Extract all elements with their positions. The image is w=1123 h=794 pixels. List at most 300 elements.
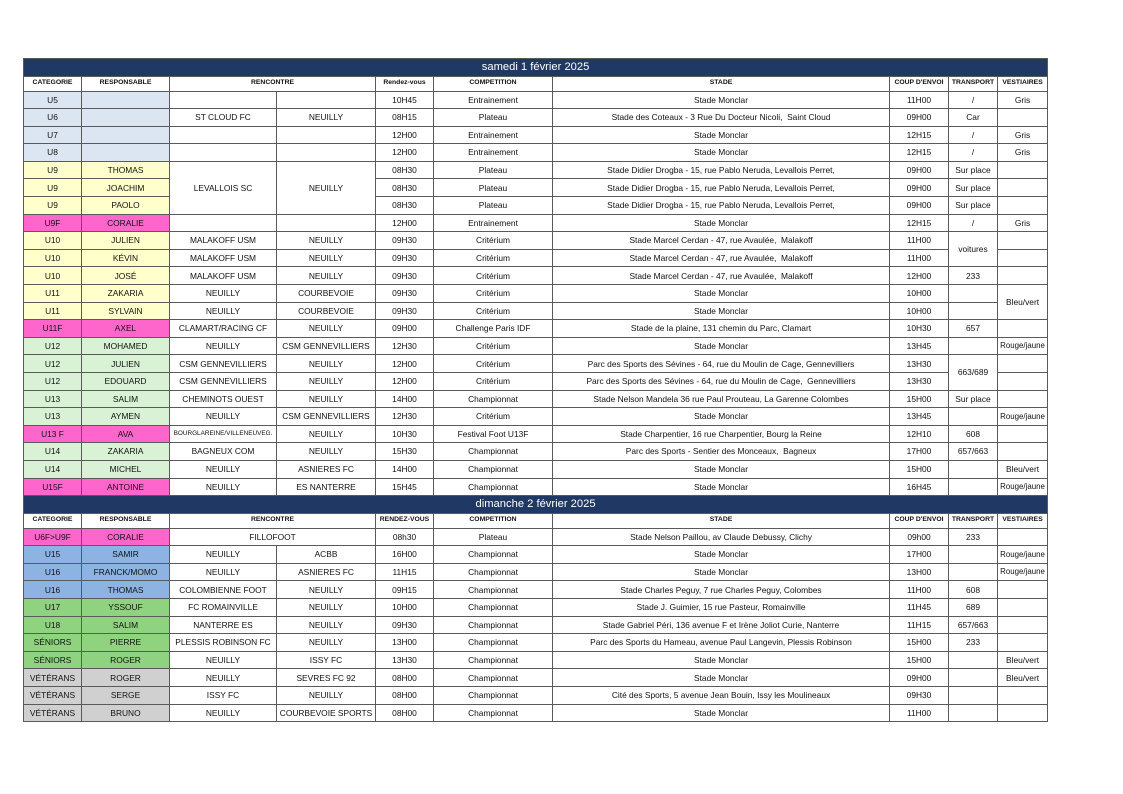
stade-cell: Parc des Sports - Sentier des Monceaux, Bagneux xyxy=(553,443,890,461)
rencontre-1-cell: BAGNEUX COM xyxy=(170,443,277,461)
vestiaires-cell xyxy=(998,599,1048,617)
categorie-cell: U15 xyxy=(24,546,82,564)
coup-envoi-cell: 15H00 xyxy=(890,390,949,408)
vestiaires-cell: Rouge/jaune xyxy=(998,546,1048,564)
rdv-cell: 08H00 xyxy=(376,687,434,705)
coup-envoi-cell: 11H00 xyxy=(890,232,949,250)
coup-envoi-cell: 12H15 xyxy=(890,144,949,162)
transport-cell: 608 xyxy=(949,425,998,443)
coup-envoi-cell: 12H00 xyxy=(890,267,949,285)
coup-envoi-cell: 09H00 xyxy=(890,669,949,687)
rencontre-1-cell xyxy=(170,214,277,232)
rencontre-2-cell: ISSY FC xyxy=(277,651,376,669)
match-row xyxy=(24,320,1048,338)
match-row xyxy=(24,634,1048,652)
stade-cell: Stade Charpentier, 16 rue Charpentier, Bourg la Reine xyxy=(553,425,890,443)
stade-cell: Stade Marcel Cerdan - 47, rue Avaulée, Malakoff xyxy=(553,249,890,267)
vestiaires-cell xyxy=(998,232,1048,250)
vestiaires-cell xyxy=(998,390,1048,408)
competition-cell: Critérium xyxy=(434,249,553,267)
categorie-cell: U17 xyxy=(24,599,82,617)
vestiaires-cell: Gris xyxy=(998,91,1048,109)
transport-cell xyxy=(949,563,998,581)
schedule-body xyxy=(24,59,1048,722)
stade-cell: Stade Didier Drogba - 15, rue Pablo Neruda, Levallois Perret, xyxy=(553,161,890,179)
rdv-cell: 12H30 xyxy=(376,408,434,426)
rencontre-2-cell: CSM GENNEVILLIERS xyxy=(277,337,376,355)
stade-cell: Stade Nelson Mandela 36 rue Paul Prouteau, La Garenne Colombes xyxy=(553,390,890,408)
rencontre-1-cell: NEUILLY xyxy=(170,337,277,355)
rencontre-1-cell: NEUILLY xyxy=(170,704,277,722)
match-row xyxy=(24,302,1048,320)
match-row xyxy=(24,267,1048,285)
categorie-cell: U9 xyxy=(24,197,82,215)
match-row xyxy=(24,144,1048,162)
rencontre-2-cell: NEUILLY xyxy=(277,320,376,338)
coup-envoi-cell: 15H00 xyxy=(890,460,949,478)
categorie-cell: U12 xyxy=(24,337,82,355)
coup-envoi-cell: 09H00 xyxy=(890,179,949,197)
stade-cell: Stade Monclar xyxy=(553,651,890,669)
vestiaires-cell: Rouge/jaune xyxy=(998,408,1048,426)
responsable-cell: MICHEL xyxy=(82,460,170,478)
coup-envoi-cell: 13H30 xyxy=(890,355,949,373)
rencontre-1-cell: NEUILLY xyxy=(170,460,277,478)
categorie-cell: U11F xyxy=(24,320,82,338)
match-row xyxy=(24,546,1048,564)
header-coup-envoi: COUP D'ENVOI xyxy=(890,513,949,528)
coup-envoi-cell: 09H00 xyxy=(890,197,949,215)
rdv-cell: 12H00 xyxy=(376,355,434,373)
rencontre-2-cell: COURBEVOIE SPORTS xyxy=(277,704,376,722)
coup-envoi-cell: 11H00 xyxy=(890,91,949,109)
categorie-cell: U9F xyxy=(24,214,82,232)
rdv-cell: 12H00 xyxy=(376,373,434,391)
responsable-cell: ZAKARIA xyxy=(82,285,170,303)
competition-cell: Championnat xyxy=(434,704,553,722)
match-row xyxy=(24,390,1048,408)
rencontre-1-cell: PLESSIS ROBINSON FC xyxy=(170,634,277,652)
header-stade: STADE xyxy=(553,513,890,528)
stade-cell: Stade Monclar xyxy=(553,214,890,232)
responsable-cell: YSSOUF xyxy=(82,599,170,617)
transport-cell: voitures xyxy=(949,232,998,267)
categorie-cell: U10 xyxy=(24,232,82,250)
rdv-cell: 12H00 xyxy=(376,126,434,144)
categorie-cell: SÉNIORS xyxy=(24,651,82,669)
rencontre-1-cell: CHEMINOTS OUEST xyxy=(170,390,277,408)
competition-cell: Championnat xyxy=(434,599,553,617)
match-row xyxy=(24,355,1048,373)
rencontre-2-cell: NEUILLY xyxy=(277,390,376,408)
competition-cell: Entrainement xyxy=(434,91,553,109)
transport-cell: 689 xyxy=(949,599,998,617)
rencontre-1-cell: CSM GENNEVILLIERS xyxy=(170,373,277,391)
stade-cell: Stade Monclar xyxy=(553,408,890,426)
rencontre-2-cell: ASNIERES FC xyxy=(277,563,376,581)
rdv-cell: 12H00 xyxy=(376,144,434,162)
vestiaires-cell xyxy=(998,704,1048,722)
categorie-cell: U7 xyxy=(24,126,82,144)
categorie-cell: U9 xyxy=(24,179,82,197)
transport-cell xyxy=(949,302,998,320)
rencontre-1-cell: NEUILLY xyxy=(170,669,277,687)
stade-cell: Cité des Sports, 5 avenue Jean Bouin, Issy les Moulineaux xyxy=(553,687,890,705)
match-row xyxy=(24,161,1048,179)
rencontre-2-cell: NEUILLY xyxy=(277,425,376,443)
competition-cell: Critérium xyxy=(434,232,553,250)
match-row xyxy=(24,337,1048,355)
responsable-cell: THOMAS xyxy=(82,161,170,179)
rencontre-1-cell xyxy=(170,144,277,162)
responsable-cell: SERGE xyxy=(82,687,170,705)
competition-cell: Critérium xyxy=(434,373,553,391)
rencontre-2-cell xyxy=(277,91,376,109)
categorie-cell: U6F>U9F xyxy=(24,528,82,546)
rdv-cell: 12H30 xyxy=(376,337,434,355)
match-row xyxy=(24,285,1048,303)
rencontre-2-cell: NEUILLY xyxy=(277,599,376,617)
responsable-cell: EDOUARD xyxy=(82,373,170,391)
header-competition: COMPETITION xyxy=(434,513,553,528)
rdv-cell: 09H30 xyxy=(376,232,434,250)
categorie-cell: VÉTÉRANS xyxy=(24,687,82,705)
rencontre-1-cell: NEUILLY xyxy=(170,478,277,496)
coup-envoi-cell: 11H00 xyxy=(890,704,949,722)
rencontre-1-cell: NEUILLY xyxy=(170,285,277,303)
stade-cell: Stade Gabriel Péri, 136 avenue F et Irène Joliot Curie, Nanterre xyxy=(553,616,890,634)
rencontre-2-cell: NEUILLY xyxy=(277,616,376,634)
coup-envoi-cell: 11H45 xyxy=(890,599,949,617)
header-transport: TRANSPORT xyxy=(949,76,998,91)
stade-cell: Parc des Sports du Hameau, avenue Paul Langevin, Plessis Robinson xyxy=(553,634,890,652)
competition-cell: Plateau xyxy=(434,161,553,179)
header-responsable: RESPONSABLE xyxy=(82,76,170,91)
competition-cell: Critérium xyxy=(434,408,553,426)
column-header-row xyxy=(24,513,1048,528)
competition-cell: Entrainement xyxy=(434,144,553,162)
rdv-cell: 14H00 xyxy=(376,390,434,408)
rdv-cell: 09H30 xyxy=(376,249,434,267)
day-title: samedi 1 février 2025 xyxy=(24,59,1048,77)
match-row xyxy=(24,651,1048,669)
rdv-cell: 09H15 xyxy=(376,581,434,599)
competition-cell: Championnat xyxy=(434,390,553,408)
competition-cell: Championnat xyxy=(434,478,553,496)
header-rdv: RENDEZ-VOUS xyxy=(376,513,434,528)
competition-cell: Plateau xyxy=(434,109,553,127)
competition-cell: Challenge Paris IDF xyxy=(434,320,553,338)
rencontre-1-cell: ISSY FC xyxy=(170,687,277,705)
rencontre-1-cell: MALAKOFF USM xyxy=(170,232,277,250)
vestiaires-cell xyxy=(998,249,1048,267)
responsable-cell: THOMAS xyxy=(82,581,170,599)
vestiaires-cell xyxy=(998,179,1048,197)
responsable-cell: AVA xyxy=(82,425,170,443)
categorie-cell: SÉNIORS xyxy=(24,634,82,652)
transport-cell: 657/663 xyxy=(949,616,998,634)
coup-envoi-cell: 13H30 xyxy=(890,373,949,391)
rdv-cell: 12H00 xyxy=(376,214,434,232)
transport-cell: Sur place xyxy=(949,179,998,197)
rdv-cell: 15H30 xyxy=(376,443,434,461)
stade-cell: Stade Monclar xyxy=(553,126,890,144)
responsable-cell: ROGER xyxy=(82,669,170,687)
stade-cell: Stade Didier Drogba - 15, rue Pablo Neruda, Levallois Perret, xyxy=(553,179,890,197)
schedule-table xyxy=(23,58,1048,722)
coup-envoi-cell: 09H00 xyxy=(890,109,949,127)
competition-cell: Championnat xyxy=(434,443,553,461)
competition-cell: Championnat xyxy=(434,563,553,581)
rencontre-2-cell xyxy=(277,214,376,232)
transport-cell: 233 xyxy=(949,528,998,546)
header-responsable: RESPONSABLE xyxy=(82,513,170,528)
vestiaires-cell: Bleu/vert xyxy=(998,651,1048,669)
rencontre-1-cell: ST CLOUD FC xyxy=(170,109,277,127)
vestiaires-cell xyxy=(998,109,1048,127)
vestiaires-cell xyxy=(998,320,1048,338)
stade-cell: Stade des Coteaux - 3 Rue Du Docteur Nicoli, Saint Cloud xyxy=(553,109,890,127)
rencontre-1-cell: BOURGLAREINE/VILLENEUVEG. xyxy=(170,425,277,443)
vestiaires-cell xyxy=(998,528,1048,546)
competition-cell: Critérium xyxy=(434,355,553,373)
competition-cell: Plateau xyxy=(434,197,553,215)
match-row xyxy=(24,616,1048,634)
vestiaires-cell xyxy=(998,616,1048,634)
rencontre-2-cell: NEUILLY xyxy=(277,267,376,285)
transport-cell: / xyxy=(949,144,998,162)
transport-cell xyxy=(949,704,998,722)
categorie-cell: U10 xyxy=(24,267,82,285)
rencontre-2-cell: ES NANTERRE xyxy=(277,478,376,496)
rdv-cell: 08H30 xyxy=(376,179,434,197)
match-row xyxy=(24,478,1048,496)
responsable-cell: ANTOINE xyxy=(82,478,170,496)
transport-cell xyxy=(949,285,998,303)
match-row xyxy=(24,528,1048,546)
stade-cell: Stade Monclar xyxy=(553,302,890,320)
responsable-cell xyxy=(82,144,170,162)
rdv-cell: 10H45 xyxy=(376,91,434,109)
transport-cell xyxy=(949,337,998,355)
stade-cell: Stade Marcel Cerdan - 47, rue Avaulée, Malakoff xyxy=(553,232,890,250)
stade-cell: Stade Nelson Paillou, av Claude Debussy, Clichy xyxy=(553,528,890,546)
vestiaires-cell: Rouge/jaune xyxy=(998,337,1048,355)
match-row xyxy=(24,443,1048,461)
transport-cell: Sur place xyxy=(949,197,998,215)
rencontre-1-cell: LEVALLOIS SC xyxy=(170,161,277,214)
responsable-cell: JOACHIM xyxy=(82,179,170,197)
competition-cell: Entrainement xyxy=(434,214,553,232)
transport-cell: 663/689 xyxy=(949,355,998,390)
categorie-cell: U6 xyxy=(24,109,82,127)
responsable-cell: PAOLO xyxy=(82,197,170,215)
rdv-cell: 08h30 xyxy=(376,528,434,546)
vestiaires-cell: Gris xyxy=(998,214,1048,232)
vestiaires-cell xyxy=(998,581,1048,599)
match-row xyxy=(24,704,1048,722)
categorie-cell: U12 xyxy=(24,373,82,391)
responsable-cell: AXEL xyxy=(82,320,170,338)
competition-cell: Championnat xyxy=(434,546,553,564)
categorie-cell: U11 xyxy=(24,285,82,303)
stade-cell: Stade de la plaine, 131 chemin du Parc, Clamart xyxy=(553,320,890,338)
match-row xyxy=(24,373,1048,391)
vestiaires-cell: Gris xyxy=(998,126,1048,144)
vestiaires-cell xyxy=(998,197,1048,215)
header-categorie: CATEGORIE xyxy=(24,513,82,528)
responsable-cell xyxy=(82,91,170,109)
coup-envoi-cell: 09h00 xyxy=(890,528,949,546)
coup-envoi-cell: 12H15 xyxy=(890,214,949,232)
rdv-cell: 08H15 xyxy=(376,109,434,127)
responsable-cell: JULIEN xyxy=(82,355,170,373)
rencontre-1-cell: FILLOFOOT xyxy=(170,528,376,546)
vestiaires-cell: Bleu/vert xyxy=(998,285,1048,320)
transport-cell: / xyxy=(949,91,998,109)
rencontre-1-cell: FC ROMAINVILLE xyxy=(170,599,277,617)
rencontre-2-cell: ACBB xyxy=(277,546,376,564)
coup-envoi-cell: 13H00 xyxy=(890,563,949,581)
categorie-cell: U13 xyxy=(24,408,82,426)
rencontre-2-cell: NEUILLY xyxy=(277,687,376,705)
header-vestiaires: VESTIAIRES xyxy=(998,76,1048,91)
transport-cell: / xyxy=(949,126,998,144)
categorie-cell: U12 xyxy=(24,355,82,373)
responsable-cell: JULIEN xyxy=(82,232,170,250)
coup-envoi-cell: 11H00 xyxy=(890,581,949,599)
match-row xyxy=(24,408,1048,426)
rencontre-2-cell xyxy=(277,144,376,162)
transport-cell: 608 xyxy=(949,581,998,599)
stade-cell: Parc des Sports des Sévines - 64, rue du Moulin de Cage, Gennevilliers xyxy=(553,373,890,391)
rdv-cell: 09H30 xyxy=(376,616,434,634)
categorie-cell: U11 xyxy=(24,302,82,320)
match-row xyxy=(24,687,1048,705)
responsable-cell: JOSÉ xyxy=(82,267,170,285)
rdv-cell: 09H30 xyxy=(376,302,434,320)
responsable-cell: PIERRE xyxy=(82,634,170,652)
rdv-cell: 15H45 xyxy=(376,478,434,496)
match-row xyxy=(24,232,1048,250)
categorie-cell: U13 F xyxy=(24,425,82,443)
rencontre-2-cell: NEUILLY xyxy=(277,634,376,652)
responsable-cell: CORALIE xyxy=(82,528,170,546)
competition-cell: Entrainement xyxy=(434,126,553,144)
vestiaires-cell: Gris xyxy=(998,144,1048,162)
vestiaires-cell xyxy=(998,161,1048,179)
transport-cell xyxy=(949,408,998,426)
transport-cell: 233 xyxy=(949,634,998,652)
column-header-row xyxy=(24,76,1048,91)
rdv-cell: 11H15 xyxy=(376,563,434,581)
rencontre-2-cell: CSM GENNEVILLIERS xyxy=(277,408,376,426)
categorie-cell: U8 xyxy=(24,144,82,162)
rencontre-1-cell: COLOMBIENNE FOOT xyxy=(170,581,277,599)
categorie-cell: VÉTÉRANS xyxy=(24,704,82,722)
categorie-cell: U13 xyxy=(24,390,82,408)
responsable-cell: ZAKARIA xyxy=(82,443,170,461)
rdv-cell: 08H30 xyxy=(376,197,434,215)
match-row xyxy=(24,460,1048,478)
transport-cell xyxy=(949,669,998,687)
transport-cell xyxy=(949,687,998,705)
vestiaires-cell xyxy=(998,267,1048,285)
stade-cell: Stade Charles Peguy, 7 rue Charles Peguy, Colombes xyxy=(553,581,890,599)
categorie-cell: U16 xyxy=(24,581,82,599)
schedule-sheet xyxy=(23,58,1047,722)
coup-envoi-cell: 09H00 xyxy=(890,161,949,179)
stade-cell: Stade Monclar xyxy=(553,91,890,109)
responsable-cell: SYLVAIN xyxy=(82,302,170,320)
transport-cell: / xyxy=(949,214,998,232)
header-rencontre: RENCONTRE xyxy=(170,513,376,528)
responsable-cell xyxy=(82,126,170,144)
transport-cell: Sur place xyxy=(949,161,998,179)
transport-cell: 233 xyxy=(949,267,998,285)
rencontre-2-cell: SEVRES FC 92 xyxy=(277,669,376,687)
competition-cell: Plateau xyxy=(434,528,553,546)
responsable-cell: FRANCK/MOMO xyxy=(82,563,170,581)
match-row xyxy=(24,669,1048,687)
vestiaires-cell xyxy=(998,355,1048,373)
transport-cell: Car xyxy=(949,109,998,127)
stade-cell: Stade Monclar xyxy=(553,669,890,687)
rencontre-1-cell: MALAKOFF USM xyxy=(170,267,277,285)
rencontre-2-cell: COURBEVOIE xyxy=(277,302,376,320)
day-band xyxy=(24,496,1048,514)
rdv-cell: 08H00 xyxy=(376,704,434,722)
match-row xyxy=(24,214,1048,232)
coup-envoi-cell: 15H00 xyxy=(890,634,949,652)
rencontre-2-cell: NEUILLY xyxy=(277,581,376,599)
transport-cell xyxy=(949,478,998,496)
rencontre-1-cell: NEUILLY xyxy=(170,302,277,320)
vestiaires-cell xyxy=(998,634,1048,652)
categorie-cell: U14 xyxy=(24,443,82,461)
rdv-cell: 10H30 xyxy=(376,425,434,443)
responsable-cell: KÉVIN xyxy=(82,249,170,267)
responsable-cell xyxy=(82,109,170,127)
stade-cell: Parc des Sports des Sévines - 64, rue du Moulin de Cage, Gennevilliers xyxy=(553,355,890,373)
header-categorie: CATEGORIE xyxy=(24,76,82,91)
responsable-cell: BRUNO xyxy=(82,704,170,722)
match-row xyxy=(24,563,1048,581)
rdv-cell: 08H00 xyxy=(376,669,434,687)
competition-cell: Critérium xyxy=(434,267,553,285)
transport-cell: 657 xyxy=(949,320,998,338)
transport-cell: 657/663 xyxy=(949,443,998,461)
coup-envoi-cell: 11H00 xyxy=(890,249,949,267)
header-rencontre: RENCONTRE xyxy=(170,76,376,91)
competition-cell: Championnat xyxy=(434,460,553,478)
coup-envoi-cell: 17H00 xyxy=(890,546,949,564)
coup-envoi-cell: 15H00 xyxy=(890,651,949,669)
rdv-cell: 08H30 xyxy=(376,161,434,179)
rdv-cell: 16H00 xyxy=(376,546,434,564)
match-row xyxy=(24,126,1048,144)
competition-cell: Critérium xyxy=(434,302,553,320)
competition-cell: Festival Foot U13F xyxy=(434,425,553,443)
day-title: dimanche 2 février 2025 xyxy=(24,496,1048,514)
responsable-cell: SALIM xyxy=(82,390,170,408)
competition-cell: Championnat xyxy=(434,581,553,599)
rdv-cell: 09H30 xyxy=(376,267,434,285)
rencontre-2-cell: NEUILLY xyxy=(277,443,376,461)
vestiaires-cell: Bleu/vert xyxy=(998,460,1048,478)
match-row xyxy=(24,249,1048,267)
competition-cell: Critérium xyxy=(434,337,553,355)
